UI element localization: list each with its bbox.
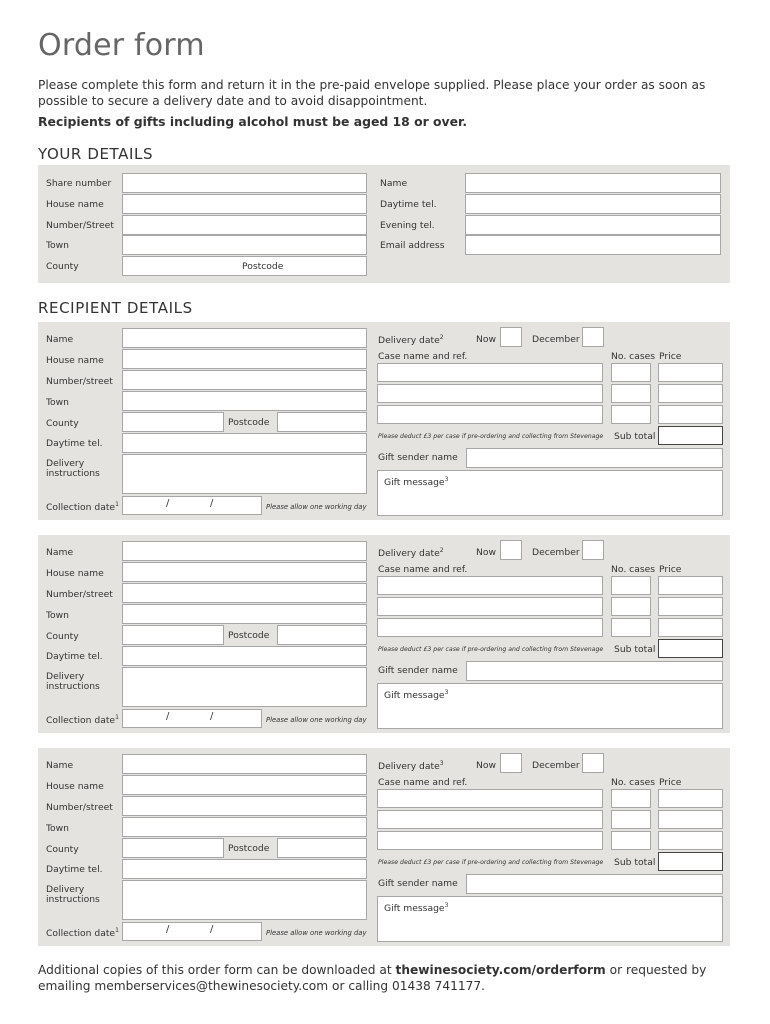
sub-total-field[interactable]	[658, 639, 723, 658]
price-label: Price	[659, 777, 682, 788]
no-cases-field-3[interactable]	[611, 405, 651, 424]
delivery-date-footnote: 2	[439, 334, 444, 341]
recipient-house-name-field[interactable]	[122, 562, 367, 582]
date-separator: /	[166, 924, 170, 935]
collection-date-field[interactable]	[122, 496, 262, 515]
gift-message-field[interactable]	[377, 683, 723, 729]
delivery-instructions-label: Delivery instructions	[46, 671, 100, 692]
december-label: December	[532, 334, 580, 345]
email-label: Email address	[380, 240, 445, 251]
deduct-note: Please deduct £3 per case if pre-ordering and collecting from Stevenage	[378, 859, 604, 866]
now-checkbox[interactable]	[500, 327, 522, 347]
name-field[interactable]	[465, 173, 721, 193]
collection-date-text: Collection date	[46, 928, 116, 940]
house-name-field[interactable]	[122, 194, 367, 214]
your-details-panel	[38, 165, 730, 283]
gift-message-text: Gift message	[384, 477, 445, 489]
collection-date-footnote: 1	[115, 927, 119, 934]
daytime-tel-label: Daytime tel.	[380, 199, 437, 210]
price-field-3[interactable]	[658, 831, 723, 850]
recipient-county-label: County	[46, 631, 79, 642]
delivery-date-text: Delivery date	[378, 335, 440, 347]
deduct-note: Please deduct £3 per case if pre-ordering and collecting from Stevenage	[378, 433, 604, 440]
allow-working-day-note: Please allow one working day	[266, 503, 367, 511]
recipient-county-label: County	[46, 844, 79, 855]
recipient-town-label: Town	[46, 610, 70, 621]
delivery-instructions-field[interactable]	[122, 454, 367, 494]
now-label: Now	[476, 334, 497, 345]
delivery-date-label	[378, 334, 444, 346]
recipient-daytime-tel-label: Daytime tel.	[46, 864, 103, 875]
price-field-2[interactable]	[658, 597, 723, 616]
share-number-field[interactable]	[122, 173, 367, 193]
recipient-panel-3	[38, 748, 730, 946]
evening-tel-field[interactable]	[465, 215, 721, 235]
gift-sender-label: Gift sender name	[378, 665, 458, 676]
recipient-postcode-field[interactable]	[277, 412, 367, 432]
gift-message-text: Gift message	[384, 690, 445, 702]
recipient-number-street-field[interactable]	[122, 583, 367, 603]
recipient-town-field[interactable]	[122, 604, 367, 624]
sub-total-label: Sub total	[614, 644, 656, 655]
gift-message-text: Gift message	[384, 903, 445, 915]
delivery-date-footnote: 2	[439, 547, 444, 554]
recipient-postcode-field[interactable]	[277, 838, 367, 858]
recipient-name-label: Name	[46, 547, 74, 558]
footer-text-end: or requested by emailing memberservices@thewinesociety.com or calling 01438 741177.	[38, 963, 707, 993]
collection-date-field[interactable]	[122, 709, 262, 728]
evening-tel-label: Evening tel.	[380, 220, 435, 231]
collection-date-text: Collection date	[46, 502, 116, 514]
case-name-field-3[interactable]	[377, 405, 603, 424]
case-name-field-1[interactable]	[377, 789, 603, 808]
collection-date-label	[46, 501, 119, 513]
delivery-date-footnote: 3	[439, 760, 444, 767]
recipient-name-label: Name	[46, 760, 74, 771]
recipient-panel-1	[38, 322, 730, 520]
recipient-house-name-field[interactable]	[122, 775, 367, 795]
recipient-postcode-label: Postcode	[228, 630, 270, 641]
collection-date-field[interactable]	[122, 922, 262, 941]
gift-sender-field[interactable]	[466, 448, 723, 468]
recipient-number-street-label: Number/street	[46, 589, 113, 600]
case-name-field-3[interactable]	[377, 618, 603, 637]
case-name-field-1[interactable]	[377, 576, 603, 595]
no-cases-label: No. cases	[611, 351, 656, 362]
allow-working-day-note: Please allow one working day	[266, 929, 367, 937]
now-label: Now	[476, 547, 497, 558]
case-name-label: Case name and ref.	[378, 351, 468, 362]
gift-sender-label: Gift sender name	[378, 878, 458, 889]
recipient-daytime-tel-label: Daytime tel.	[46, 438, 103, 449]
recipient-postcode-field[interactable]	[277, 625, 367, 645]
age-warning: Recipients of gifts including alcohol must be aged 18 or over.	[38, 114, 468, 129]
case-name-label: Case name and ref.	[378, 564, 468, 575]
gift-message-field[interactable]	[377, 470, 723, 516]
gift-sender-field[interactable]	[466, 874, 723, 894]
recipient-town-label: Town	[46, 397, 70, 408]
price-field-1[interactable]	[658, 363, 723, 382]
collection-date-text: Collection date	[46, 715, 116, 727]
house-name-label: House name	[46, 199, 104, 210]
price-field-2[interactable]	[658, 384, 723, 403]
gift-message-label	[384, 476, 448, 488]
recipient-name-field[interactable]	[122, 541, 367, 561]
recipient-house-name-label: House name	[46, 568, 104, 579]
delivery-date-label	[378, 760, 444, 772]
orderform-link[interactable]: thewinesociety.com/orderform	[395, 963, 606, 977]
recipient-county-field[interactable]	[122, 838, 224, 858]
sub-total-label: Sub total	[614, 857, 656, 868]
no-cases-field-2[interactable]	[611, 810, 651, 829]
delivery-date-label	[378, 547, 444, 559]
now-checkbox[interactable]	[500, 753, 522, 773]
county-label: County	[46, 261, 79, 272]
gift-sender-field[interactable]	[466, 661, 723, 681]
number-street-label: Number/Street	[46, 220, 114, 231]
recipient-county-field[interactable]	[122, 625, 224, 645]
recipient-daytime-tel-field[interactable]	[122, 859, 367, 879]
date-separator: /	[210, 711, 214, 722]
recipient-house-name-label: House name	[46, 781, 104, 792]
recipient-number-street-label: Number/street	[46, 376, 113, 387]
no-cases-label: No. cases	[611, 777, 656, 788]
price-field-1[interactable]	[658, 789, 723, 808]
delivery-date-text: Delivery date	[378, 548, 440, 560]
gift-message-footnote: 3	[444, 689, 449, 696]
price-field-1[interactable]	[658, 576, 723, 595]
case-name-field-2[interactable]	[377, 597, 603, 616]
price-field-3[interactable]	[658, 405, 723, 424]
price-field-3[interactable]	[658, 618, 723, 637]
recipient-daytime-tel-field[interactable]	[122, 433, 367, 453]
delivery-instructions-label: Delivery instructions	[46, 458, 100, 479]
sub-total-label: Sub total	[614, 431, 656, 442]
no-cases-field-2[interactable]	[611, 597, 651, 616]
recipient-number-street-field[interactable]	[122, 796, 367, 816]
case-name-field-1[interactable]	[377, 363, 603, 382]
sub-total-field[interactable]	[658, 426, 723, 445]
recipient-town-label: Town	[46, 823, 70, 834]
recipient-number-street-field[interactable]	[122, 370, 367, 390]
no-cases-label: No. cases	[611, 564, 656, 575]
recipient-daytime-tel-field[interactable]	[122, 646, 367, 666]
recipient-panel-2	[38, 535, 730, 733]
recipient-name-field[interactable]	[122, 754, 367, 774]
recipient-number-street-label: Number/street	[46, 802, 113, 813]
delivery-instructions-field[interactable]	[122, 880, 367, 920]
collection-date-footnote: 1	[115, 501, 119, 508]
gift-message-footnote: 3	[444, 476, 449, 483]
december-checkbox[interactable]	[582, 540, 604, 560]
december-checkbox[interactable]	[582, 753, 604, 773]
delivery-instructions-field[interactable]	[122, 667, 367, 707]
postcode-label: Postcode	[242, 261, 284, 272]
your-details-heading: YOUR DETAILS	[38, 145, 154, 163]
no-cases-field-3[interactable]	[611, 618, 651, 637]
gift-message-field[interactable]	[377, 896, 723, 942]
recipient-daytime-tel-label: Daytime tel.	[46, 651, 103, 662]
now-checkbox[interactable]	[500, 540, 522, 560]
recipient-town-field[interactable]	[122, 817, 367, 837]
name-label: Name	[380, 178, 408, 189]
recipient-town-field[interactable]	[122, 391, 367, 411]
price-label: Price	[659, 351, 682, 362]
collection-date-footnote: 1	[115, 714, 119, 721]
footer-text-start: Additional copies of this order form can be downloaded at	[38, 963, 396, 977]
gift-message-label	[384, 902, 448, 914]
date-separator: /	[166, 711, 170, 722]
recipient-postcode-label: Postcode	[228, 843, 270, 854]
recipient-name-field[interactable]	[122, 328, 367, 348]
case-name-field-2[interactable]	[377, 384, 603, 403]
delivery-date-text: Delivery date	[378, 761, 440, 773]
email-field[interactable]	[465, 235, 721, 255]
deduct-note: Please deduct £3 per case if pre-ordering and collecting from Stevenage	[378, 646, 604, 653]
page-title: Order form	[38, 28, 205, 63]
date-separator: /	[166, 498, 170, 509]
december-checkbox[interactable]	[582, 327, 604, 347]
now-label: Now	[476, 760, 497, 771]
recipient-county-field[interactable]	[122, 412, 224, 432]
collection-date-label	[46, 927, 119, 939]
recipient-postcode-label: Postcode	[228, 417, 270, 428]
share-number-label: Share number	[46, 178, 112, 189]
gift-message-footnote: 3	[444, 902, 449, 909]
recipient-county-label: County	[46, 418, 79, 429]
town-field[interactable]	[122, 235, 367, 255]
no-cases-field-1[interactable]	[611, 576, 651, 595]
recipient-details-heading: RECIPIENT DETAILS	[38, 299, 193, 317]
no-cases-field-1[interactable]	[611, 789, 651, 808]
sub-total-field[interactable]	[658, 852, 723, 871]
december-label: December	[532, 760, 580, 771]
collection-date-label	[46, 714, 119, 726]
daytime-tel-field[interactable]	[465, 194, 721, 214]
price-field-2[interactable]	[658, 810, 723, 829]
price-label: Price	[659, 564, 682, 575]
no-cases-field-1[interactable]	[611, 363, 651, 382]
allow-working-day-note: Please allow one working day	[266, 716, 367, 724]
no-cases-field-3[interactable]	[611, 831, 651, 850]
case-name-label: Case name and ref.	[378, 777, 468, 788]
recipient-house-name-label: House name	[46, 355, 104, 366]
town-label: Town	[46, 240, 70, 251]
recipient-house-name-field[interactable]	[122, 349, 367, 369]
footer-text	[38, 962, 738, 994]
december-label: December	[532, 547, 580, 558]
gift-message-label	[384, 689, 448, 701]
gift-sender-label: Gift sender name	[378, 452, 458, 463]
case-name-field-3[interactable]	[377, 831, 603, 850]
case-name-field-2[interactable]	[377, 810, 603, 829]
date-separator: /	[210, 498, 214, 509]
delivery-instructions-label: Delivery instructions	[46, 884, 100, 905]
number-street-field[interactable]	[122, 215, 367, 235]
date-separator: /	[210, 924, 214, 935]
intro-text: Please complete this form and return it in the pre-paid envelope supplied. Please place your order as soon as possible to secure a delivery date and to avoid disappointment.	[38, 78, 706, 108]
recipient-name-label: Name	[46, 334, 74, 345]
no-cases-field-2[interactable]	[611, 384, 651, 403]
